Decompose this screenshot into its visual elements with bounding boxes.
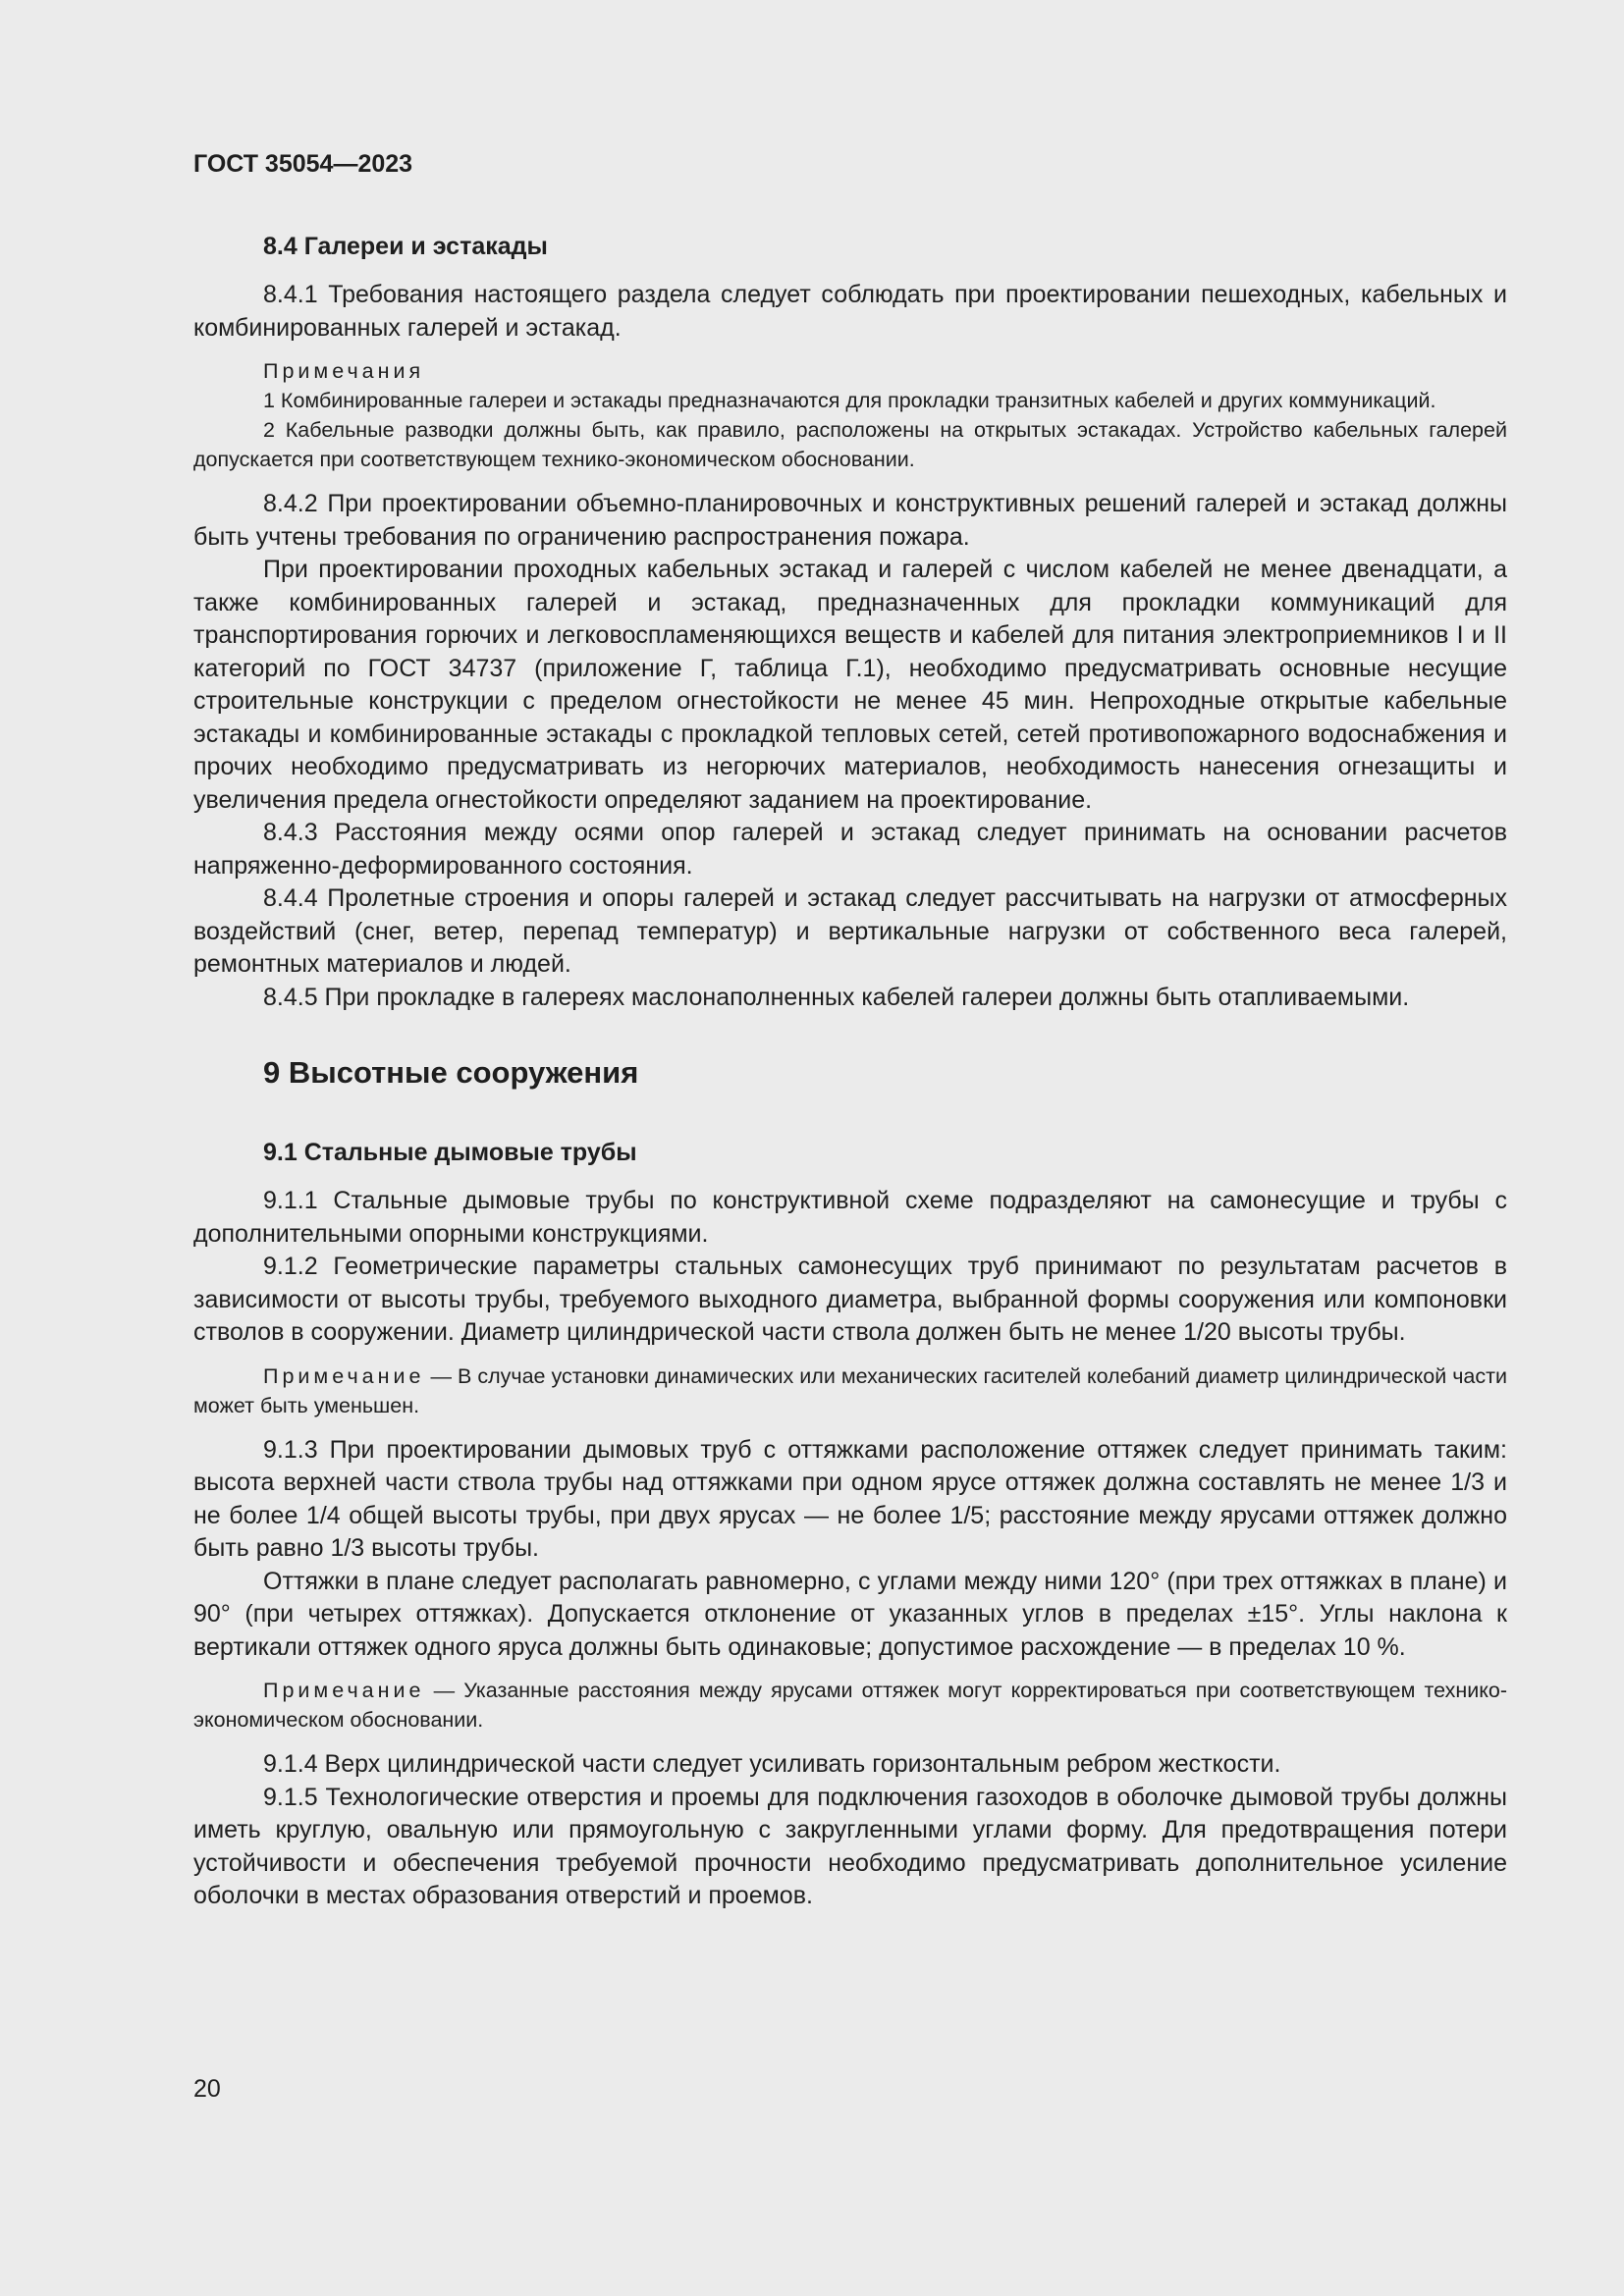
notes-block-8-4 <box>193 356 1507 474</box>
note-block-9-1-3 <box>193 1676 1507 1735</box>
paragraph-9-1-4: 9.1.4 Верх цилиндрической части следует усиливать горизонтальным ребром жесткости. <box>263 1750 1281 1778</box>
note-1: 1 Комбинированные галереи и эстакады предназначаются для прокладки транзитных кабелей и других коммуникаций. <box>263 389 1436 412</box>
paragraph-8-4-5: 8.4.5 При прокладке в галереях маслонаполненных кабелей галереи должны быть отапливаемыми. <box>263 983 1410 1011</box>
paragraph-9-1-1: 9.1.1 Стальные дымовые трубы по конструктивной схеме подразделяют на самонесущие и трубы с дополнительными опорными конструкциями. <box>193 1187 1507 1248</box>
paragraph-9-1-3: 9.1.3 При проектировании дымовых труб с оттяжками расположение оттяжек следует принимать таким: высота верхней части ствола трубы над оттяжками при одном ярусе оттяжек должна составлять не менее 1/3 и не более 1/4 общей высоты трубы, при двух ярусах — не более 1/5; расстояние между ярусами оттяжек должно быть равно 1/3 высоты трубы. <box>193 1435 1507 1562</box>
note-9-1-2: Примечание — В случае установки динамических или механических гасителей колебаний диаметр цилиндрической части может быть уменьшен. <box>193 1363 1507 1417</box>
section-9-1-title: 9.1 Стальные дымовые трубы <box>263 1139 637 1166</box>
document-code: ГОСТ 35054—2023 <box>193 150 413 178</box>
page-number: 20 <box>193 2075 221 2103</box>
paragraph-8-4-2-continued: При проектировании проходных кабельных эстакад и галерей с числом кабелей не менее двенадцати, а также комбинированных галерей и эстакад, предназначенных для прокладки коммуникаций для транспортирования горючих и легковоспламеняющихся веществ и кабелей для питания электроприемников I и II категорий по ГОСТ 34737 (приложение Г, таблица Г.1), необходимо предусматривать основные несущие строительные конструкции с пределом огнестойкости не менее 45 мин. Непроходные открытые кабельные эстакады и комбинированные эстакады с прокладкой тепловых сетей, сетей противопожарного водоснабжения и прочих необходимо предусматривать из негорючих материалов, необходимость нанесения огнезащиты и увеличения предела огнестойкости определяют заданием на проектирование. <box>193 556 1507 814</box>
note-2: 2 Кабельные разводки должны быть, как правило, расположены на открытых эстакадах. Устройство кабельных галерей допускается при соответствующем технико-экономическом обосновании. <box>193 418 1507 471</box>
notes-label: Примечания <box>263 359 425 383</box>
page-content <box>193 147 1507 1913</box>
note-9-1-3: Примечание — Указанные расстояния между ярусами оттяжек могут корректироваться при соответствующем технико-экономическом обосновании. <box>193 1679 1507 1732</box>
section-9-title: 9 Высотные сооружения <box>263 1055 639 1090</box>
paragraph-8-4-4: 8.4.4 Пролетные строения и опоры галерей и эстакад следует рассчитывать на нагрузки от атмосферных воздействий (снег, ветер, перепад температур) и вертикальные нагрузки от собственного веса галерей, ремонтных материалов и людей. <box>193 884 1507 978</box>
paragraph-8-4-3: 8.4.3 Расстояния между осями опор галерей и эстакад следует принимать на основании расчетов напряженно-деформированного состояния. <box>193 819 1507 880</box>
note-block-9-1-2 <box>193 1362 1507 1420</box>
paragraph-9-1-5: 9.1.5 Технологические отверстия и проемы для подключения газоходов в оболочке дымовой трубы должны иметь круглую, овальную или прямоугольную с закругленными углами форму. Для предотвращения потери устойчивости и обеспечения требуемой прочности необходимо предусматривать дополнительное усиление оболочки в местах образования отверстий и проемов. <box>193 1783 1507 1909</box>
paragraph-9-1-2: 9.1.2 Геометрические параметры стальных самонесущих труб принимают по результатам расчетов в зависимости от высоты трубы, требуемого выходного диаметра, выбранной формы сооружения или компоновки стволов в сооружении. Диаметр цилиндрической части ствола должен быть не менее 1/20 высоты трубы. <box>193 1253 1507 1346</box>
section-8-4-title: 8.4 Галереи и эстакады <box>263 233 548 260</box>
paragraph-8-4-1: 8.4.1 Требования настоящего раздела следует соблюдать при проектировании пешеходных, кабельных и комбинированных галерей и эстакад. <box>193 281 1507 342</box>
paragraph-9-1-3-continued: Оттяжки в плане следует располагать равномерно, с углами между ними 120° (при трех оттяжках в плане) и 90° (при четырех оттяжках). Допускается отклонение от указанных углов в пределах ±15°. Углы наклона к вертикали оттяжек одного яруса должны быть одинаковые; допустимое расхождение — в пределах 10 %. <box>193 1567 1507 1661</box>
paragraph-8-4-2: 8.4.2 При проектировании объемно-планировочных и конструктивных решений галерей и эстакад должны быть учтены требования по ограничению распространения пожара. <box>193 490 1507 551</box>
